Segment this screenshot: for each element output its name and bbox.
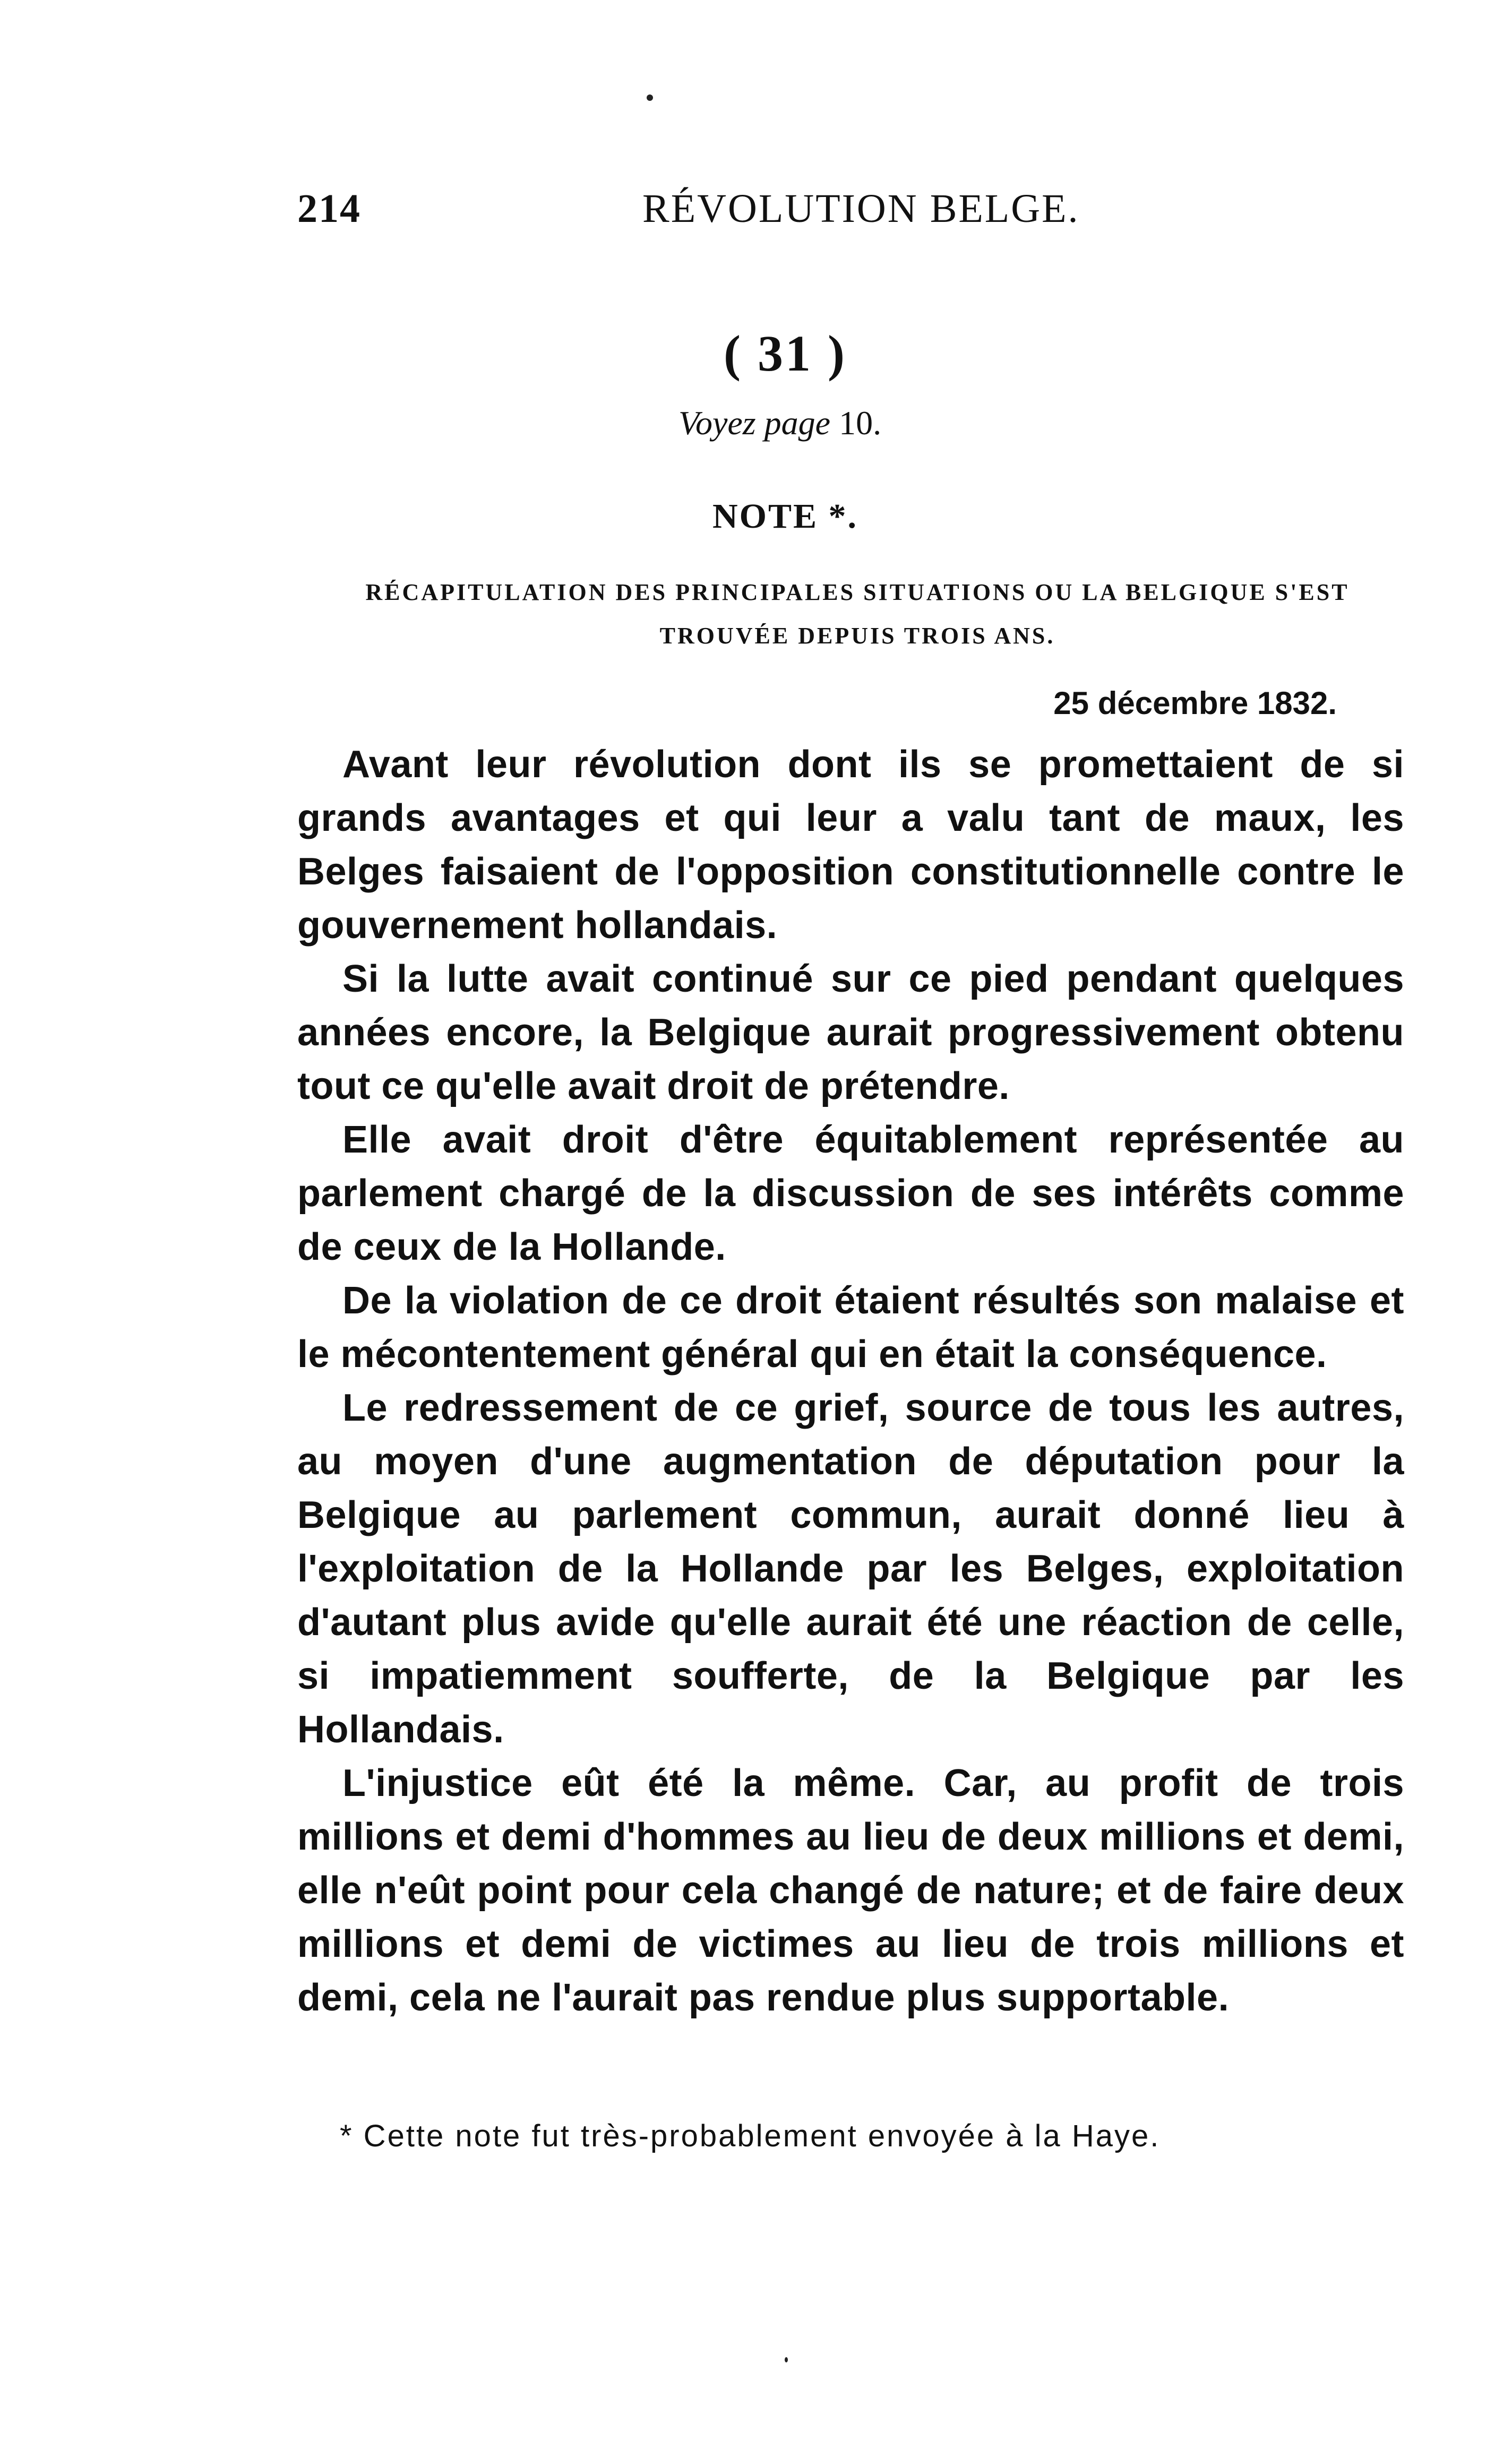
see-page-reference: [0, 403, 1512, 443]
body-text: [297, 738, 1404, 2025]
note-number: ( 31 ): [724, 325, 847, 382]
recap-line-2: TROUVÉE DEPUIS TROIS ANS.: [659, 623, 1055, 649]
paragraph: Le redressement de ce grief, source de tous les autres, au moyen d'une augmentation de députation pour la Belgique au parlement commun, aurait donné lieu à l'exploitation de la Hollande par les Belges, exploitation d'autant plus avide qu'elle aurait été une réaction de celle, si impatiemment soufferte, de la Belgique par les Hollandais.: [297, 1387, 1404, 1751]
paragraph: Si la lutte avait continué sur ce pied pendant quelques années encore, la Belgique aurait progressivement obtenu tout ce qu'elle avait droit de prétendre.: [297, 958, 1404, 1107]
running-title: RÉVOLUTION BELGE.: [642, 186, 1080, 231]
paragraph: Elle avait droit d'être équitablement représentée au parlement chargé de la discussion de ses intérêts comme de ceux de la Hollande.: [297, 1119, 1404, 1268]
recap-line-1: RÉCAPITULATION DES PRINCIPALES SITUATIONS OU LA BELGIQUE S'EST: [365, 579, 1350, 605]
note-heading: NOTE *.: [712, 497, 858, 536]
paragraph: De la violation de ce droit étaient résultés son malaise et le mécontentement général qui en était la conséquence.: [297, 1279, 1404, 1376]
paragraph: L'injustice eût été la même. Car, au profit de trois millions et demi d'hommes au lieu de deux millions et demi, elle n'eût point pour cela changé de nature; et de faire deux millions et demi de victimes au lieu de trois millions et demi, cela ne l'aurait pas rendue plus supportable.: [297, 1762, 1404, 2019]
paragraph: Avant leur révolution dont ils se promettaient de si grands avantages et qui leur a valu tant de maux, les Belges faisaient de l'opposition constitutionnelle contre le gouvernement hollandais.: [297, 743, 1404, 947]
see-page-number: 10.: [839, 404, 882, 442]
print-speck: [785, 2357, 788, 2362]
page-number: 214: [297, 186, 361, 231]
page-header: [297, 186, 1269, 244]
print-speck: [647, 94, 653, 101]
see-page-label: Voyez page: [678, 404, 831, 442]
footnote: * Cette note fut très-probablement envoyée à la Haye.: [340, 2119, 1161, 2153]
date-line: 25 décembre 1832.: [1053, 685, 1337, 721]
recap-heading: [329, 571, 1386, 658]
